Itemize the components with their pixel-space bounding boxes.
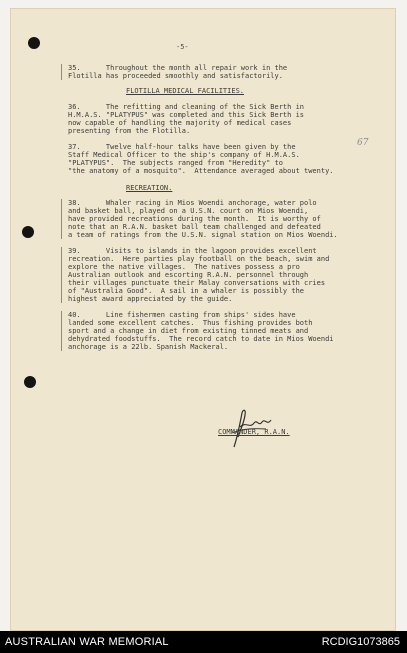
handwritten-annotation: 67 bbox=[357, 138, 369, 148]
margin-mark-39 bbox=[61, 247, 62, 303]
margin-mark-35 bbox=[61, 64, 62, 80]
archive-footer-bar bbox=[0, 631, 407, 653]
signature-title: COMMANDER, R.A.N. bbox=[218, 428, 290, 436]
punch-hole-bottom bbox=[24, 376, 36, 388]
margin-mark-38 bbox=[61, 199, 62, 239]
margin-mark-40 bbox=[61, 311, 62, 351]
archive-source-label: AUSTRALIAN WAR MEMORIAL bbox=[5, 636, 169, 648]
punch-hole-middle bbox=[22, 226, 34, 238]
paragraph-38: 38. Whaler racing in Mios Woendi anchorage, water polo and basket ball, played on a U.S.N. court on Mios Woendi, have provided recreations during the month. It is worthy of note that an R.A.N. basket ball team challenged and defeated a team of ratings from the U.S.N. signal station on Mios Woendi. bbox=[68, 199, 338, 239]
paragraph-39: 39. Visits to islands in the lagoon provides excellent recreation. Here parties play football on the beach, swim and explore the native villages. The natives possess a pro Australian outlook and escorting R.A.N. personnel through their villages punctuate their Malay conversations with cries of "Australia Good". A sail in a whaler is possibly the highest award appreciated by the guide. bbox=[68, 247, 330, 303]
paragraph-37: 37. Twelve half-hour talks have been given by the Staff Medical Officer to the ship's company of H.M.A.S. "PLATYPUS". The subjects ranged from "Heredity" to "the anatomy of a mosquito". Attendance averaged about twenty. bbox=[68, 143, 334, 175]
page-number: -5- bbox=[176, 43, 189, 51]
archive-reference-number: RCDIG1073865 bbox=[321, 636, 400, 648]
paragraph-40: 40. Line fishermen casting from ships' sides have landed some excellent catches. Thus fishing provides both sport and a change in diet from existing tinned meats and dehydrated foodstuffs. The record catch to date in Mios Woendi anchorage is a 22lb. Spanish Mackeral. bbox=[68, 311, 334, 351]
paragraph-36: 36. The refitting and cleaning of the Sick Berth in H.M.A.S. "PLATYPUS" was completed and this Sick Berth is now capable of handling the majority of medical cases presenting from the Flotilla. bbox=[68, 103, 305, 135]
heading-recreation: RECREATION. bbox=[126, 184, 173, 192]
paragraph-35: 35. Throughout the month all repair work in the Flotilla has proceeded smoothly and satisfactorily. bbox=[68, 64, 288, 80]
punch-hole-top bbox=[28, 37, 40, 49]
heading-flotilla-medical-facilities: FLOTILLA MEDICAL FACILITIES. bbox=[126, 87, 245, 95]
